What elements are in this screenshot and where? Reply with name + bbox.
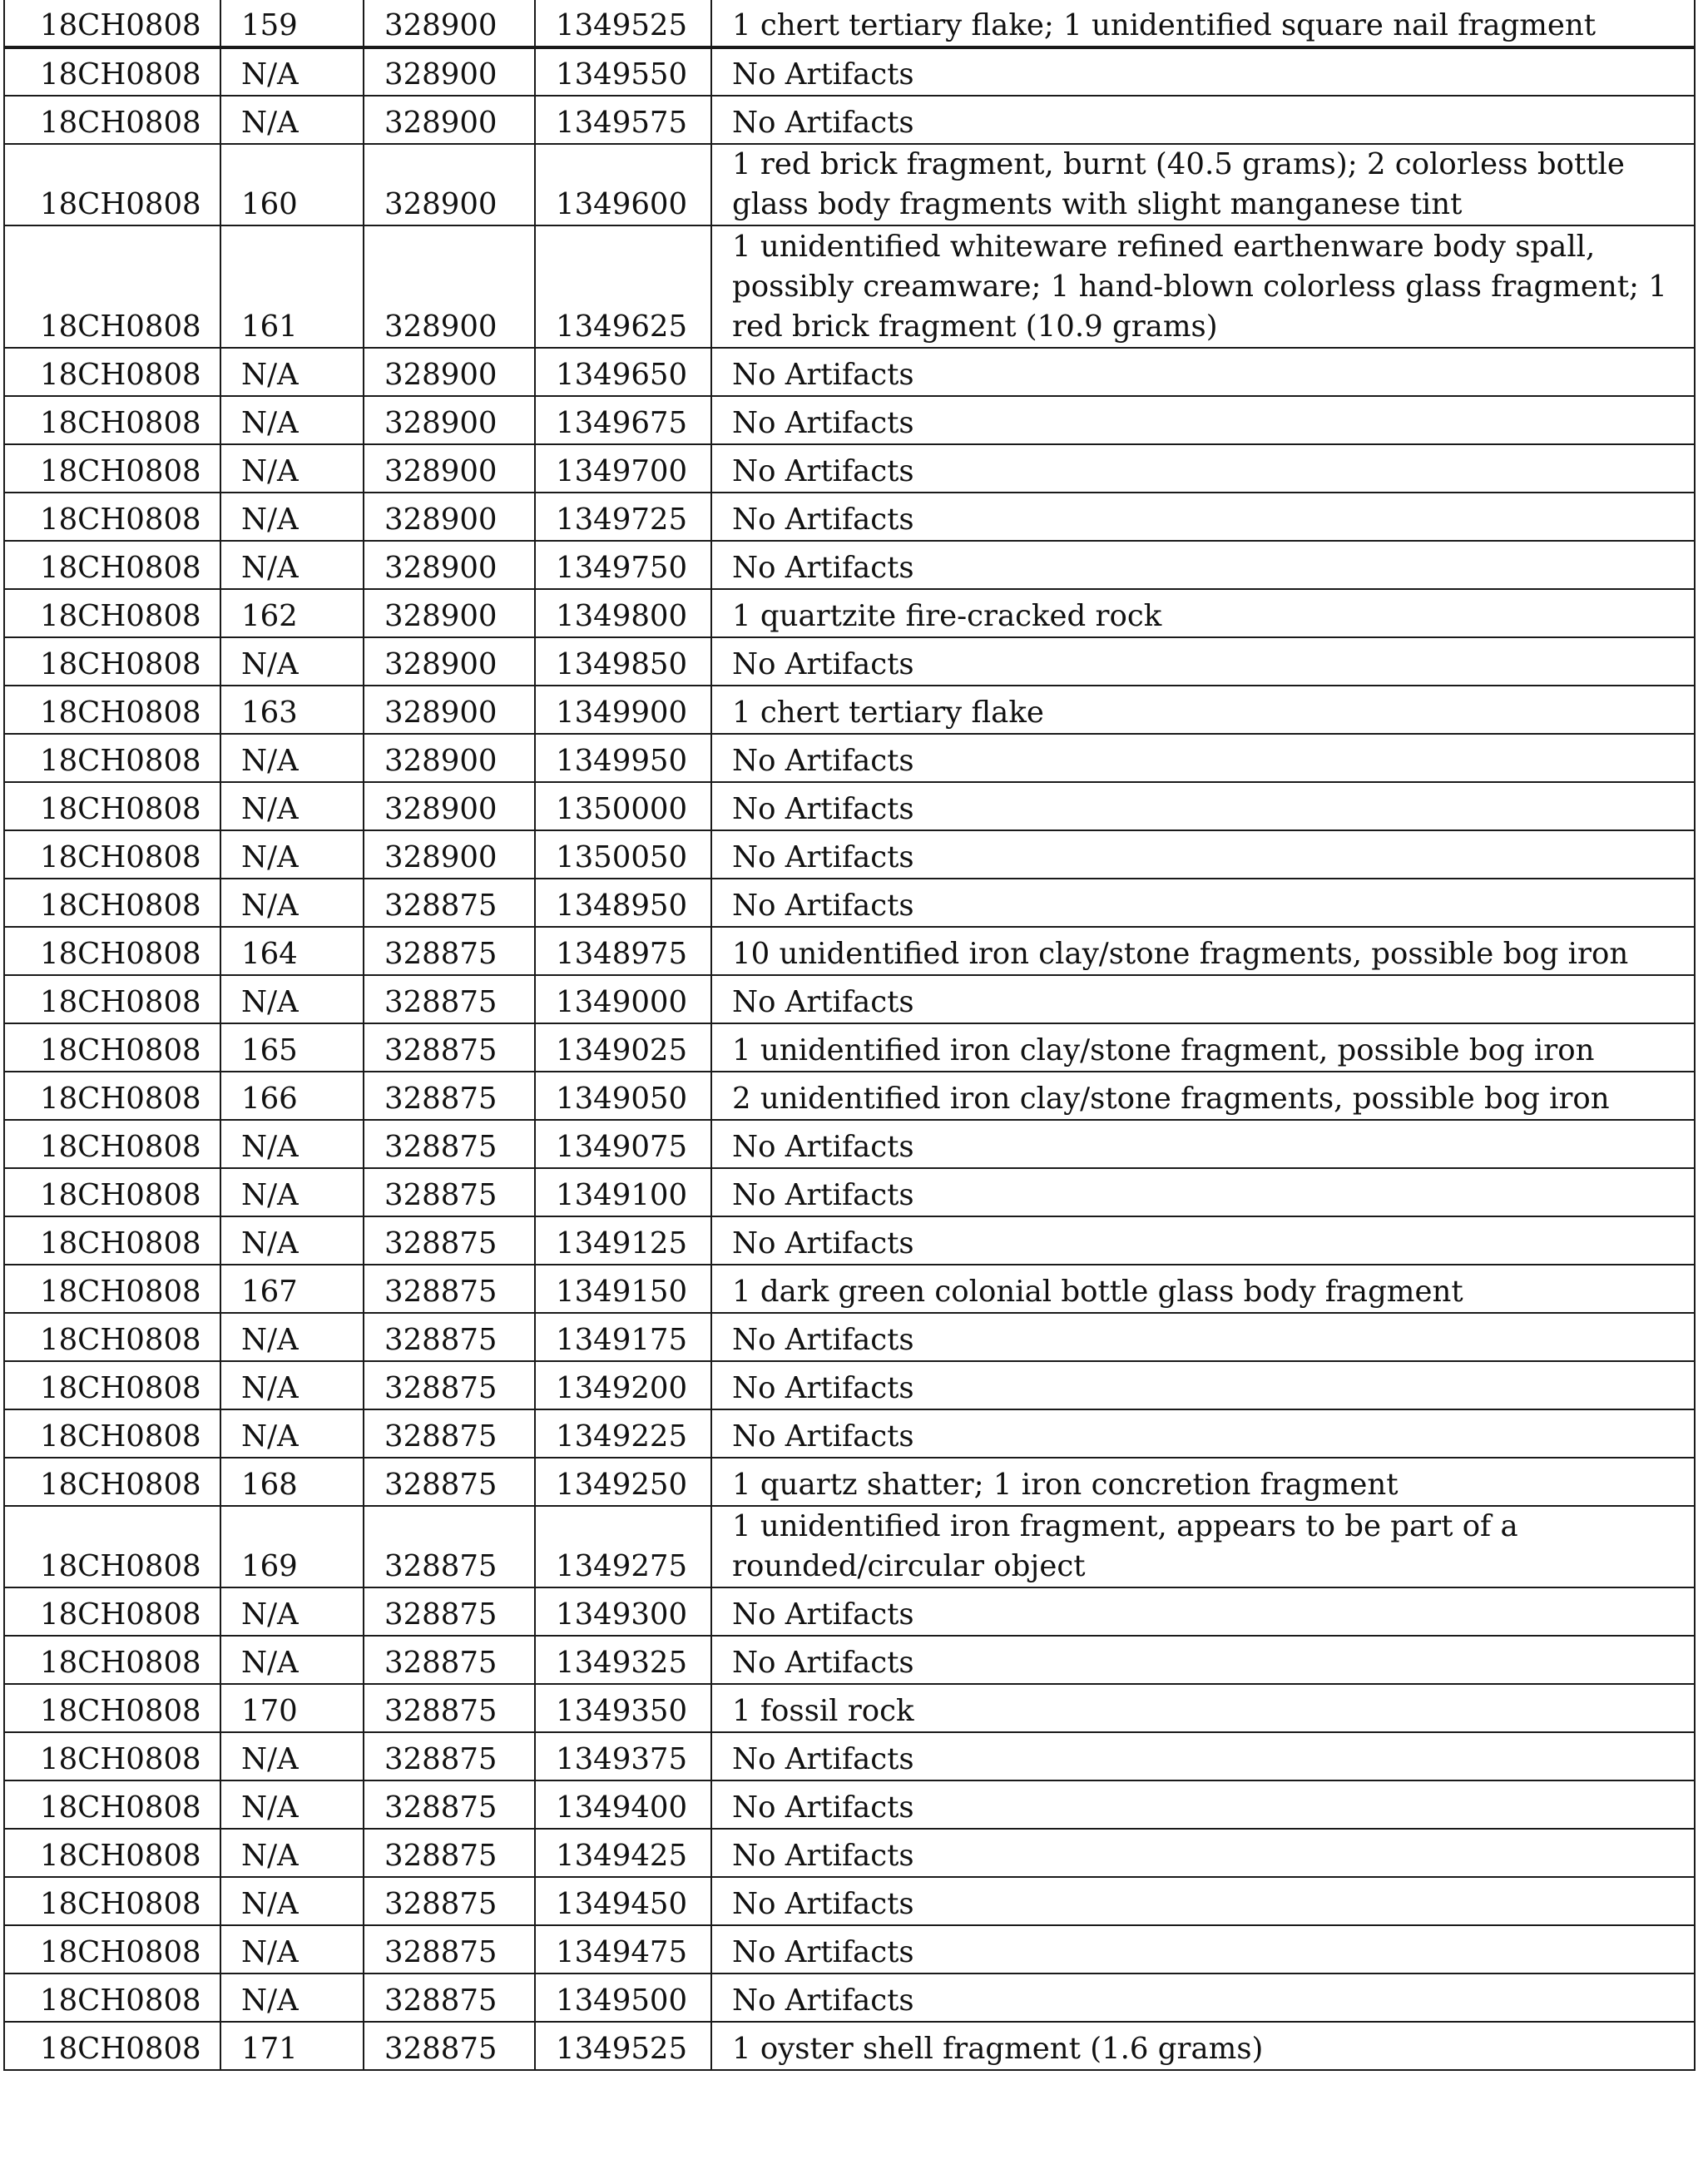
site-number-cell: 18CH0808 bbox=[4, 1023, 220, 1072]
table-row bbox=[4, 782, 1695, 830]
artifact-description-cell: No Artifacts bbox=[711, 1732, 1695, 1780]
site-number-cell: 18CH0808 bbox=[4, 493, 220, 541]
table-row bbox=[4, 927, 1695, 975]
catalog-number-cell: N/A bbox=[220, 1216, 364, 1265]
northing-cell: 328875 bbox=[364, 1168, 535, 1216]
easting-cell: 1349575 bbox=[535, 96, 711, 144]
artifact-description-cell: No Artifacts bbox=[711, 1168, 1695, 1216]
table-row bbox=[4, 1168, 1695, 1216]
northing-cell: 328900 bbox=[364, 96, 535, 144]
table-row bbox=[4, 444, 1695, 493]
catalog-number-cell: N/A bbox=[220, 1780, 364, 1829]
site-number-cell: 18CH0808 bbox=[4, 1829, 220, 1877]
table-row bbox=[4, 1732, 1695, 1780]
catalog-number-cell: N/A bbox=[220, 734, 364, 782]
easting-cell: 1349675 bbox=[535, 396, 711, 444]
easting-cell: 1349475 bbox=[535, 1925, 711, 1974]
table-row bbox=[4, 879, 1695, 927]
table-row bbox=[4, 734, 1695, 782]
northing-cell: 328900 bbox=[364, 47, 535, 96]
northing-cell: 328900 bbox=[364, 830, 535, 879]
site-number-cell: 18CH0808 bbox=[4, 1313, 220, 1361]
site-number-cell: 18CH0808 bbox=[4, 0, 220, 47]
artifact-description-cell: No Artifacts bbox=[711, 637, 1695, 686]
artifact-description-cell: No Artifacts bbox=[711, 96, 1695, 144]
catalog-number-cell: N/A bbox=[220, 1120, 364, 1168]
easting-cell: 1349725 bbox=[535, 493, 711, 541]
catalog-number-cell: 162 bbox=[220, 589, 364, 637]
easting-cell: 1349000 bbox=[535, 975, 711, 1023]
easting-cell: 1349075 bbox=[535, 1120, 711, 1168]
artifact-description-cell: 1 unidentified whiteware refined earthenware body spall, possibly creamware; 1 hand-blown colorless glass fragment; 1 red brick fragment (10.9 grams) bbox=[711, 225, 1695, 348]
catalog-number-cell: 171 bbox=[220, 2022, 364, 2070]
easting-cell: 1349525 bbox=[535, 0, 711, 47]
artifact-description-cell: No Artifacts bbox=[711, 1120, 1695, 1168]
artifact-description-cell: 1 quartzite fire-cracked rock bbox=[711, 589, 1695, 637]
easting-cell: 1349500 bbox=[535, 1974, 711, 2022]
northing-cell: 328875 bbox=[364, 1780, 535, 1829]
northing-cell: 328875 bbox=[364, 1732, 535, 1780]
northing-cell: 328875 bbox=[364, 975, 535, 1023]
easting-cell: 1349375 bbox=[535, 1732, 711, 1780]
artifact-description-cell: No Artifacts bbox=[711, 1974, 1695, 2022]
catalog-number-cell: N/A bbox=[220, 47, 364, 96]
artifact-description-cell: No Artifacts bbox=[711, 1361, 1695, 1409]
table-row bbox=[4, 1313, 1695, 1361]
table-row bbox=[4, 1877, 1695, 1925]
easting-cell: 1349025 bbox=[535, 1023, 711, 1072]
northing-cell: 328900 bbox=[364, 541, 535, 589]
table-row bbox=[4, 348, 1695, 396]
artifact-description-cell: No Artifacts bbox=[711, 541, 1695, 589]
northing-cell: 328875 bbox=[364, 1974, 535, 2022]
northing-cell: 328900 bbox=[364, 734, 535, 782]
northing-cell: 328875 bbox=[364, 1684, 535, 1732]
easting-cell: 1349200 bbox=[535, 1361, 711, 1409]
table-row bbox=[4, 637, 1695, 686]
northing-cell: 328875 bbox=[364, 1458, 535, 1506]
table-row bbox=[4, 1409, 1695, 1458]
easting-cell: 1349450 bbox=[535, 1877, 711, 1925]
catalog-number-cell: N/A bbox=[220, 637, 364, 686]
site-number-cell: 18CH0808 bbox=[4, 1458, 220, 1506]
table-row bbox=[4, 1458, 1695, 1506]
catalog-number-cell: 159 bbox=[220, 0, 364, 47]
catalog-number-cell: N/A bbox=[220, 1361, 364, 1409]
northing-cell: 328875 bbox=[364, 1829, 535, 1877]
northing-cell: 328875 bbox=[364, 1925, 535, 1974]
artifact-description-cell: No Artifacts bbox=[711, 1587, 1695, 1636]
catalog-number-cell: 164 bbox=[220, 927, 364, 975]
artifact-description-cell: 1 chert tertiary flake bbox=[711, 686, 1695, 734]
table-row bbox=[4, 1684, 1695, 1732]
table-row bbox=[4, 1829, 1695, 1877]
northing-cell: 328900 bbox=[364, 782, 535, 830]
artifact-description-cell: No Artifacts bbox=[711, 444, 1695, 493]
easting-cell: 1349100 bbox=[535, 1168, 711, 1216]
northing-cell: 328875 bbox=[364, 1265, 535, 1313]
catalog-number-cell: N/A bbox=[220, 1974, 364, 2022]
catalog-number-cell: N/A bbox=[220, 493, 364, 541]
site-number-cell: 18CH0808 bbox=[4, 1877, 220, 1925]
site-number-cell: 18CH0808 bbox=[4, 830, 220, 879]
artifact-description-cell: No Artifacts bbox=[711, 396, 1695, 444]
site-number-cell: 18CH0808 bbox=[4, 589, 220, 637]
artifact-description-cell: 1 unidentified iron clay/stone fragment, possible bog iron bbox=[711, 1023, 1695, 1072]
catalog-number-cell: N/A bbox=[220, 1168, 364, 1216]
easting-cell: 1350050 bbox=[535, 830, 711, 879]
artifact-description-cell: No Artifacts bbox=[711, 1313, 1695, 1361]
artifact-description-cell: No Artifacts bbox=[711, 734, 1695, 782]
northing-cell: 328875 bbox=[364, 1313, 535, 1361]
site-number-cell: 18CH0808 bbox=[4, 734, 220, 782]
catalog-number-cell: N/A bbox=[220, 1732, 364, 1780]
table-row bbox=[4, 686, 1695, 734]
site-number-cell: 18CH0808 bbox=[4, 1780, 220, 1829]
catalog-number-cell: N/A bbox=[220, 541, 364, 589]
table-row bbox=[4, 225, 1695, 348]
artifact-description-cell: 1 oyster shell fragment (1.6 grams) bbox=[711, 2022, 1695, 2070]
easting-cell: 1349300 bbox=[535, 1587, 711, 1636]
site-number-cell: 18CH0808 bbox=[4, 1732, 220, 1780]
northing-cell: 328875 bbox=[364, 1636, 535, 1684]
artifact-description-cell: No Artifacts bbox=[711, 348, 1695, 396]
site-number-cell: 18CH0808 bbox=[4, 396, 220, 444]
easting-cell: 1349600 bbox=[535, 144, 711, 225]
table-row bbox=[4, 1361, 1695, 1409]
table-row bbox=[4, 144, 1695, 225]
northing-cell: 328900 bbox=[364, 444, 535, 493]
site-number-cell: 18CH0808 bbox=[4, 1409, 220, 1458]
table-row bbox=[4, 1636, 1695, 1684]
northing-cell: 328875 bbox=[364, 1587, 535, 1636]
easting-cell: 1349750 bbox=[535, 541, 711, 589]
easting-cell: 1349325 bbox=[535, 1636, 711, 1684]
northing-cell: 328900 bbox=[364, 396, 535, 444]
artifact-description-cell: No Artifacts bbox=[711, 1829, 1695, 1877]
artifact-catalog-table bbox=[3, 0, 1696, 2071]
site-number-cell: 18CH0808 bbox=[4, 444, 220, 493]
table-row bbox=[4, 1925, 1695, 1974]
catalog-number-cell: N/A bbox=[220, 348, 364, 396]
artifact-description-cell: No Artifacts bbox=[711, 1216, 1695, 1265]
artifact-description-cell: No Artifacts bbox=[711, 1636, 1695, 1684]
table-row bbox=[4, 396, 1695, 444]
northing-cell: 328900 bbox=[364, 589, 535, 637]
table-row bbox=[4, 541, 1695, 589]
easting-cell: 1349850 bbox=[535, 637, 711, 686]
site-number-cell: 18CH0808 bbox=[4, 541, 220, 589]
site-number-cell: 18CH0808 bbox=[4, 1168, 220, 1216]
easting-cell: 1349525 bbox=[535, 2022, 711, 2070]
table-row bbox=[4, 0, 1695, 47]
table-row bbox=[4, 493, 1695, 541]
catalog-number-cell: N/A bbox=[220, 444, 364, 493]
artifact-description-cell: No Artifacts bbox=[711, 1780, 1695, 1829]
northing-cell: 328875 bbox=[364, 1023, 535, 1072]
northing-cell: 328900 bbox=[364, 493, 535, 541]
easting-cell: 1349150 bbox=[535, 1265, 711, 1313]
easting-cell: 1349275 bbox=[535, 1506, 711, 1587]
artifact-description-cell: No Artifacts bbox=[711, 975, 1695, 1023]
site-number-cell: 18CH0808 bbox=[4, 1120, 220, 1168]
table-row bbox=[4, 1023, 1695, 1072]
catalog-number-cell: N/A bbox=[220, 975, 364, 1023]
site-number-cell: 18CH0808 bbox=[4, 975, 220, 1023]
northing-cell: 328900 bbox=[364, 686, 535, 734]
table-row bbox=[4, 1120, 1695, 1168]
catalog-number-cell: 170 bbox=[220, 1684, 364, 1732]
easting-cell: 1350000 bbox=[535, 782, 711, 830]
northing-cell: 328900 bbox=[364, 348, 535, 396]
site-number-cell: 18CH0808 bbox=[4, 686, 220, 734]
table-body bbox=[4, 0, 1695, 2070]
catalog-number-cell: N/A bbox=[220, 1877, 364, 1925]
catalog-number-cell: N/A bbox=[220, 830, 364, 879]
catalog-number-cell: 167 bbox=[220, 1265, 364, 1313]
artifact-description-cell: 1 chert tertiary flake; 1 unidentified square nail fragment bbox=[711, 0, 1695, 47]
catalog-number-cell: N/A bbox=[220, 96, 364, 144]
artifact-description-cell: No Artifacts bbox=[711, 879, 1695, 927]
site-number-cell: 18CH0808 bbox=[4, 1506, 220, 1587]
artifact-description-cell: No Artifacts bbox=[711, 1409, 1695, 1458]
table-row bbox=[4, 830, 1695, 879]
site-number-cell: 18CH0808 bbox=[4, 144, 220, 225]
site-number-cell: 18CH0808 bbox=[4, 1072, 220, 1120]
artifact-description-cell: No Artifacts bbox=[711, 782, 1695, 830]
catalog-number-cell: N/A bbox=[220, 1313, 364, 1361]
easting-cell: 1349225 bbox=[535, 1409, 711, 1458]
artifact-description-cell: 10 unidentified iron clay/stone fragments, possible bog iron bbox=[711, 927, 1695, 975]
easting-cell: 1349125 bbox=[535, 1216, 711, 1265]
site-number-cell: 18CH0808 bbox=[4, 1974, 220, 2022]
northing-cell: 328875 bbox=[364, 2022, 535, 2070]
site-number-cell: 18CH0808 bbox=[4, 637, 220, 686]
catalog-number-cell: 169 bbox=[220, 1506, 364, 1587]
table-row bbox=[4, 1072, 1695, 1120]
easting-cell: 1349400 bbox=[535, 1780, 711, 1829]
northing-cell: 328875 bbox=[364, 1506, 535, 1587]
artifact-description-cell: No Artifacts bbox=[711, 47, 1695, 96]
easting-cell: 1349650 bbox=[535, 348, 711, 396]
northing-cell: 328900 bbox=[364, 225, 535, 348]
catalog-number-cell: N/A bbox=[220, 1587, 364, 1636]
easting-cell: 1349350 bbox=[535, 1684, 711, 1732]
northing-cell: 328875 bbox=[364, 1409, 535, 1458]
catalog-number-cell: N/A bbox=[220, 782, 364, 830]
northing-cell: 328900 bbox=[364, 0, 535, 47]
site-number-cell: 18CH0808 bbox=[4, 1361, 220, 1409]
table-row bbox=[4, 975, 1695, 1023]
artifact-description-cell: 1 unidentified iron fragment, appears to be part of a rounded/circular object bbox=[711, 1506, 1695, 1587]
table-row bbox=[4, 1780, 1695, 1829]
northing-cell: 328875 bbox=[364, 879, 535, 927]
catalog-number-cell: 166 bbox=[220, 1072, 364, 1120]
northing-cell: 328900 bbox=[364, 144, 535, 225]
easting-cell: 1349900 bbox=[535, 686, 711, 734]
catalog-number-cell: N/A bbox=[220, 1409, 364, 1458]
site-number-cell: 18CH0808 bbox=[4, 1925, 220, 1974]
catalog-number-cell: N/A bbox=[220, 396, 364, 444]
easting-cell: 1349175 bbox=[535, 1313, 711, 1361]
site-number-cell: 18CH0808 bbox=[4, 1636, 220, 1684]
site-number-cell: 18CH0808 bbox=[4, 927, 220, 975]
table-row bbox=[4, 1506, 1695, 1587]
catalog-number-cell: 163 bbox=[220, 686, 364, 734]
northing-cell: 328875 bbox=[364, 1120, 535, 1168]
easting-cell: 1349700 bbox=[535, 444, 711, 493]
artifact-description-cell: 1 quartz shatter; 1 iron concretion fragment bbox=[711, 1458, 1695, 1506]
artifact-description-cell: 1 dark green colonial bottle glass body fragment bbox=[711, 1265, 1695, 1313]
artifact-description-cell: 2 unidentified iron clay/stone fragments, possible bog iron bbox=[711, 1072, 1695, 1120]
easting-cell: 1348975 bbox=[535, 927, 711, 975]
artifact-description-cell: No Artifacts bbox=[711, 830, 1695, 879]
northing-cell: 328875 bbox=[364, 927, 535, 975]
site-number-cell: 18CH0808 bbox=[4, 225, 220, 348]
easting-cell: 1349625 bbox=[535, 225, 711, 348]
table-row bbox=[4, 1974, 1695, 2022]
easting-cell: 1349250 bbox=[535, 1458, 711, 1506]
site-number-cell: 18CH0808 bbox=[4, 1216, 220, 1265]
catalog-number-cell: 161 bbox=[220, 225, 364, 348]
table-row bbox=[4, 1587, 1695, 1636]
easting-cell: 1349800 bbox=[535, 589, 711, 637]
catalog-number-cell: 168 bbox=[220, 1458, 364, 1506]
artifact-description-cell: No Artifacts bbox=[711, 1925, 1695, 1974]
catalog-number-cell: 165 bbox=[220, 1023, 364, 1072]
northing-cell: 328900 bbox=[364, 637, 535, 686]
site-number-cell: 18CH0808 bbox=[4, 96, 220, 144]
catalog-number-cell: N/A bbox=[220, 1925, 364, 1974]
site-number-cell: 18CH0808 bbox=[4, 782, 220, 830]
artifact-description-cell: No Artifacts bbox=[711, 493, 1695, 541]
catalog-number-cell: N/A bbox=[220, 1829, 364, 1877]
easting-cell: 1349550 bbox=[535, 47, 711, 96]
artifact-description-cell: 1 red brick fragment, burnt (40.5 grams); 2 colorless bottle glass body fragments with slight manganese tint bbox=[711, 144, 1695, 225]
site-number-cell: 18CH0808 bbox=[4, 1684, 220, 1732]
northing-cell: 328875 bbox=[364, 1072, 535, 1120]
site-number-cell: 18CH0808 bbox=[4, 47, 220, 96]
northing-cell: 328875 bbox=[364, 1361, 535, 1409]
table-row bbox=[4, 589, 1695, 637]
site-number-cell: 18CH0808 bbox=[4, 348, 220, 396]
site-number-cell: 18CH0808 bbox=[4, 879, 220, 927]
site-number-cell: 18CH0808 bbox=[4, 1587, 220, 1636]
table-row bbox=[4, 2022, 1695, 2070]
site-number-cell: 18CH0808 bbox=[4, 1265, 220, 1313]
table-row bbox=[4, 1216, 1695, 1265]
easting-cell: 1349425 bbox=[535, 1829, 711, 1877]
site-number-cell: 18CH0808 bbox=[4, 2022, 220, 2070]
catalog-number-cell: N/A bbox=[220, 879, 364, 927]
northing-cell: 328875 bbox=[364, 1877, 535, 1925]
table-row bbox=[4, 96, 1695, 144]
easting-cell: 1349950 bbox=[535, 734, 711, 782]
table-row bbox=[4, 1265, 1695, 1313]
catalog-number-cell: 160 bbox=[220, 144, 364, 225]
table-row bbox=[4, 47, 1695, 96]
catalog-number-cell: N/A bbox=[220, 1636, 364, 1684]
easting-cell: 1348950 bbox=[535, 879, 711, 927]
easting-cell: 1349050 bbox=[535, 1072, 711, 1120]
artifact-description-cell: 1 fossil rock bbox=[711, 1684, 1695, 1732]
artifact-description-cell: No Artifacts bbox=[711, 1877, 1695, 1925]
northing-cell: 328875 bbox=[364, 1216, 535, 1265]
